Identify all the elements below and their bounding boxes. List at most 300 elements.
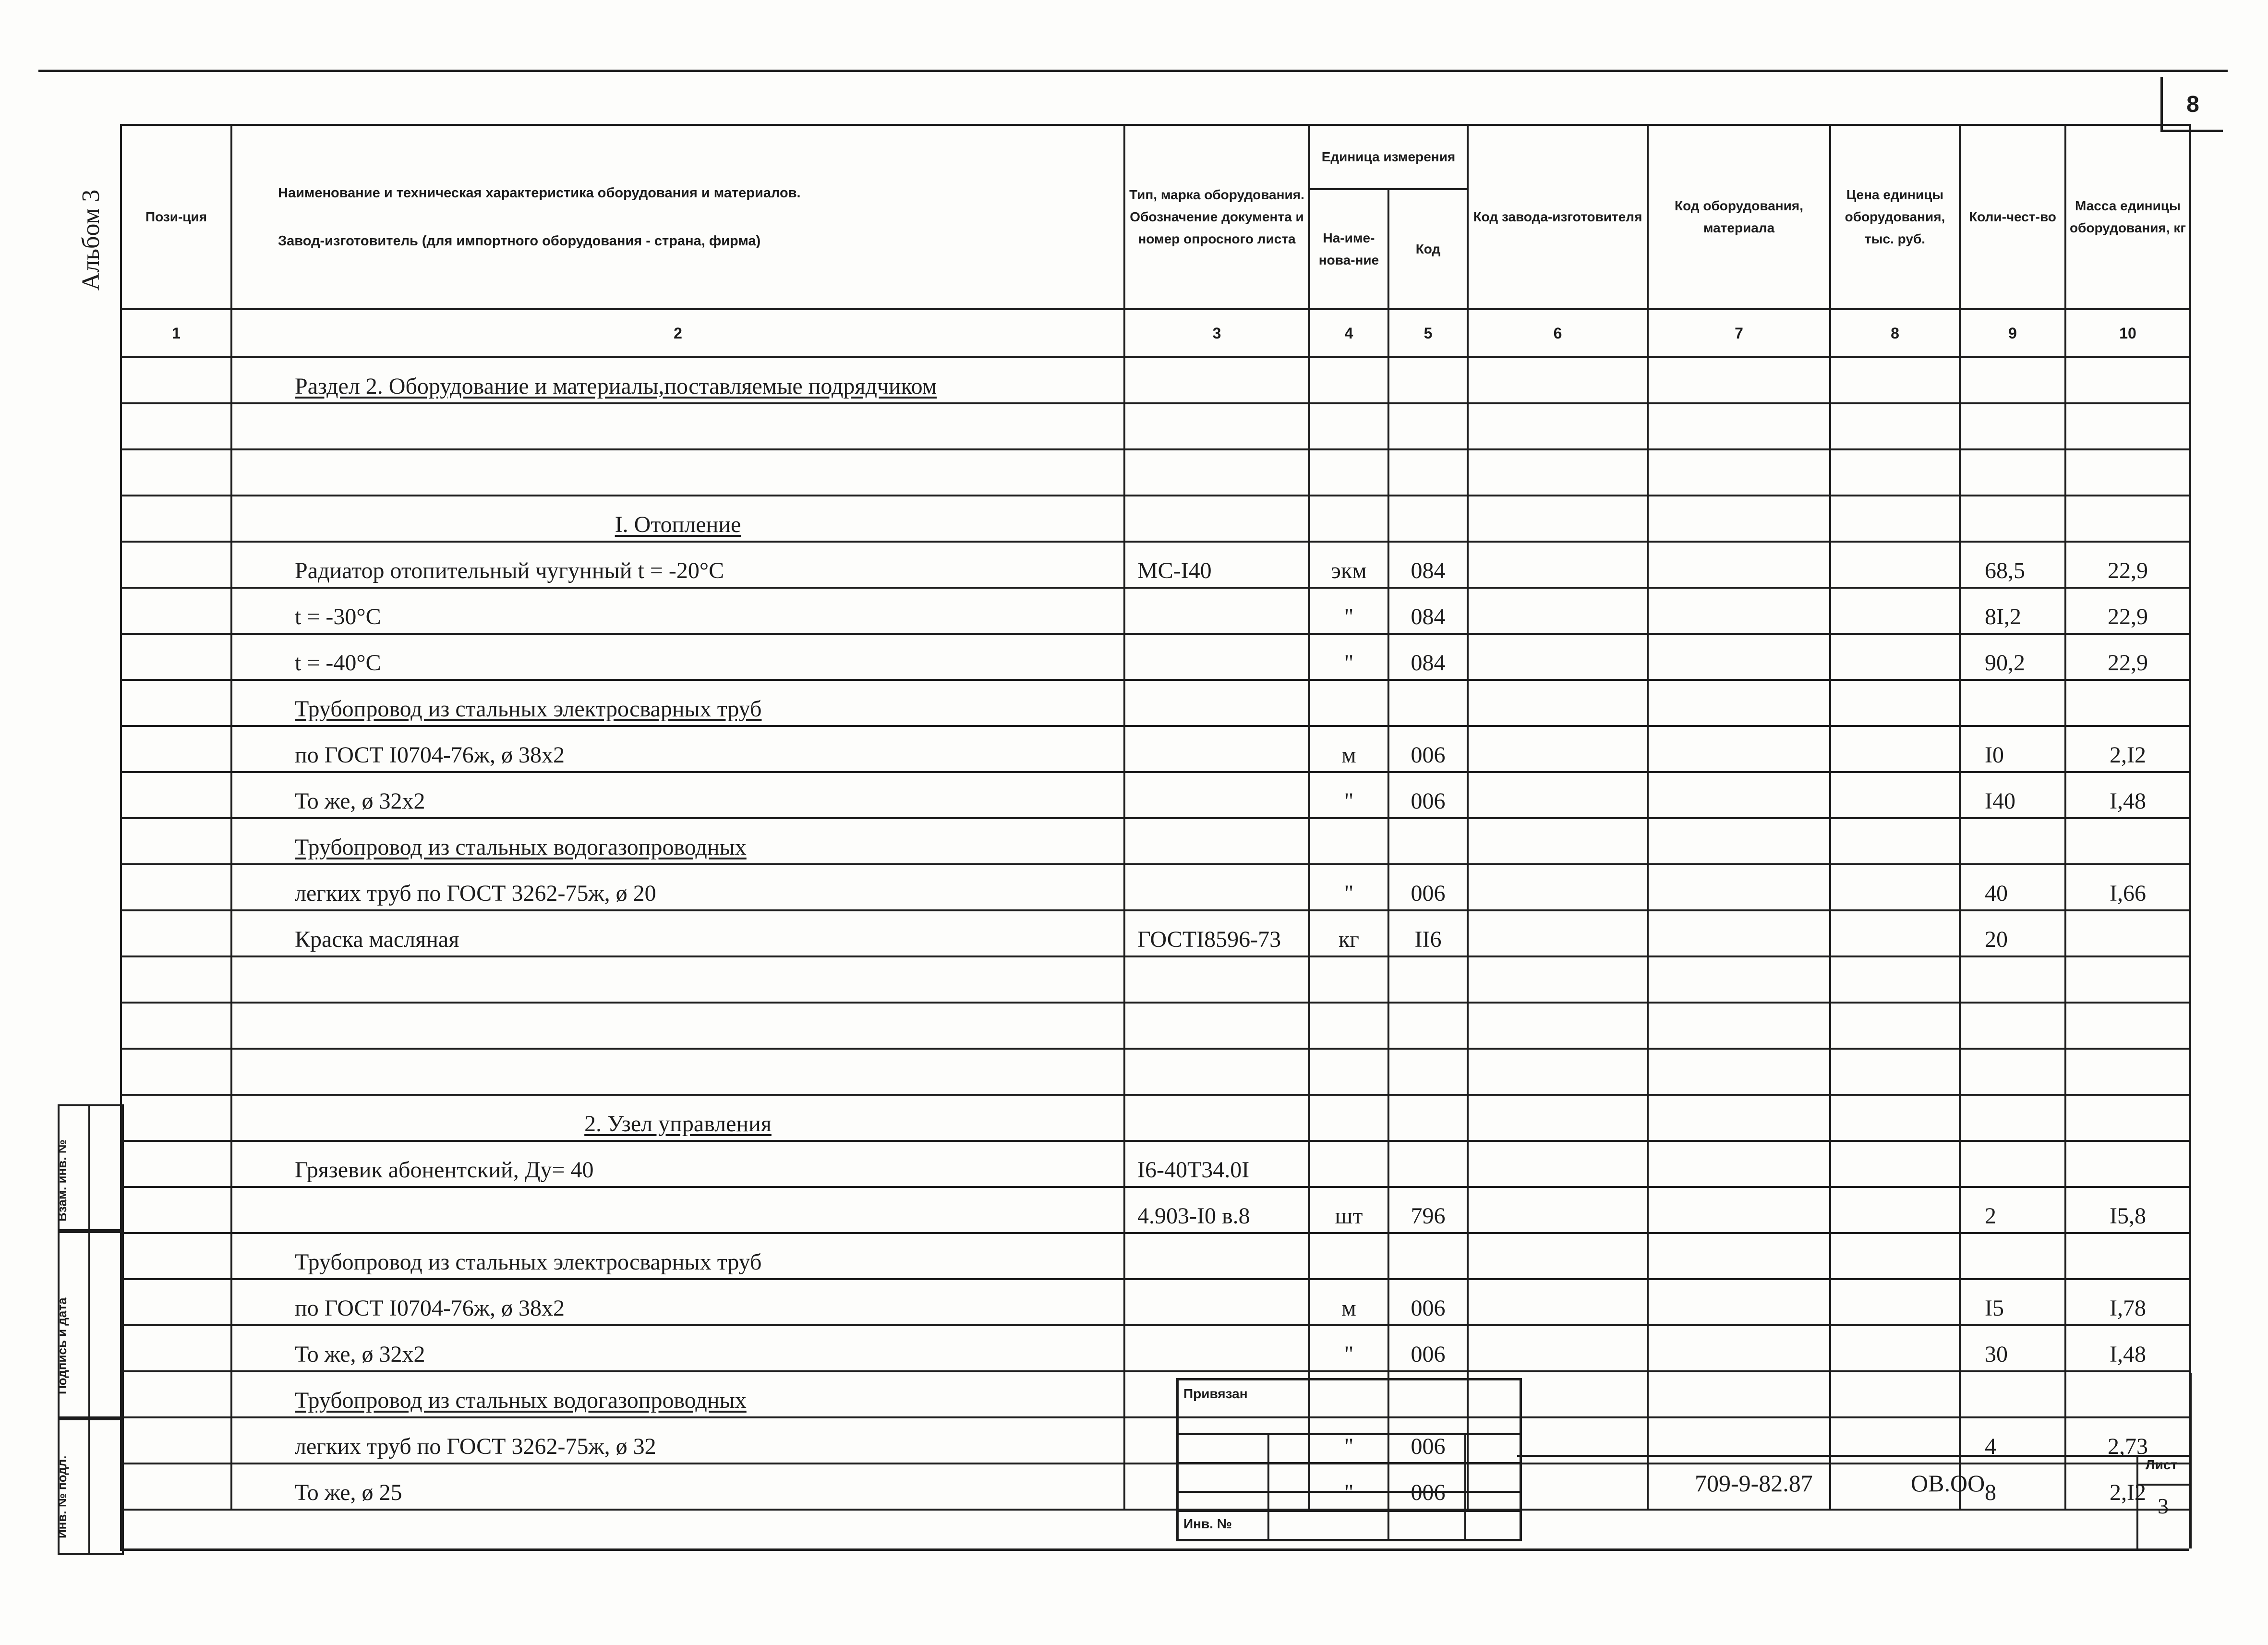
cell-price: [1830, 449, 1960, 496]
equipment-table: [120, 124, 2191, 1511]
cell-price: [1830, 1371, 1960, 1417]
cell-quantity: 2: [1960, 1187, 2065, 1233]
cell-unit: [1309, 1233, 1388, 1279]
cell-factory-code: [1468, 542, 1648, 588]
cell-unit-code: [1388, 1095, 1468, 1141]
cell-unit-code: [1388, 403, 1468, 449]
cell-name: [231, 588, 1124, 634]
cell-equipment-code: [1648, 1325, 1830, 1371]
cell-mass: [2065, 496, 2190, 542]
cell-type: [1124, 772, 1309, 818]
cell-position: [121, 772, 231, 818]
cell-mass: [2065, 680, 2190, 726]
cell-unit: [1309, 1141, 1388, 1187]
column-number: 3: [1124, 309, 1309, 357]
cell-position: [121, 680, 231, 726]
cell-quantity: [1960, 1095, 2065, 1141]
row-name-text: I. Отопление: [615, 512, 741, 537]
cell-price: [1830, 956, 1960, 1003]
album-label: Альбом 3: [77, 189, 105, 291]
cell-type: [1124, 634, 1309, 680]
cell-factory-code: [1468, 1187, 1648, 1233]
cell-equipment-code: [1648, 588, 1830, 634]
cell-mass: I5,8: [2065, 1187, 2190, 1233]
table-row: [121, 864, 2190, 910]
cell-price: [1830, 1049, 1960, 1095]
cell-type: [1124, 357, 1309, 403]
cell-position: [121, 1464, 231, 1510]
top-rule: [38, 70, 2228, 72]
cell-unit-code: 006: [1388, 1464, 1468, 1510]
cell-type: [1124, 680, 1309, 726]
cell-quantity: [1960, 449, 2065, 496]
column-number: 7: [1648, 309, 1830, 357]
column-number: 4: [1309, 309, 1388, 357]
table-row: [121, 1095, 2190, 1141]
header-type: Тип, марка оборудования. Обозначение документа и номер опросного листа: [1124, 125, 1309, 309]
cell-price: [1830, 1003, 1960, 1049]
cell-price: [1830, 634, 1960, 680]
cell-quantity: [1960, 956, 2065, 1003]
cell-mass: 2,I2: [2065, 1464, 2190, 1510]
cell-unit: м: [1309, 726, 1388, 772]
cell-quantity: [1960, 1141, 2065, 1187]
row-name-text: по ГОСТ I0704-76ж, ø 38x2: [295, 1295, 565, 1321]
row-name-text: Радиатор отопительный чугунный t = -20°C: [295, 558, 724, 583]
cell-name: [231, 542, 1124, 588]
cell-mass: [2065, 403, 2190, 449]
sheet-box: [2136, 1455, 2191, 1548]
cell-mass: [2065, 1233, 2190, 1279]
header-name-line1: Наименование и техническая характеристика оборудования и материалов.: [278, 185, 801, 201]
cell-factory-code: [1468, 634, 1648, 680]
cell-unit: экм: [1309, 542, 1388, 588]
cell-unit: шт: [1309, 1187, 1388, 1233]
cell-name: [231, 1371, 1124, 1417]
cell-unit: м: [1309, 1279, 1388, 1325]
table-row: [121, 1371, 2190, 1417]
cell-unit-code: 006: [1388, 726, 1468, 772]
cell-quantity: [1960, 680, 2065, 726]
cell-factory-code: [1468, 680, 1648, 726]
cell-name: [231, 1003, 1124, 1049]
cell-name: [231, 357, 1124, 403]
cell-equipment-code: [1648, 1003, 1830, 1049]
cell-price: [1830, 864, 1960, 910]
row-name-text: То же, ø 32x2: [295, 1342, 425, 1367]
cell-unit-code: [1388, 1233, 1468, 1279]
stamp-inv-podl-label: Инв. № подл.: [55, 1455, 69, 1538]
cell-position: [121, 1141, 231, 1187]
cell-name: [231, 1464, 1124, 1510]
cell-unit: [1309, 1049, 1388, 1095]
cell-equipment-code: [1648, 680, 1830, 726]
cell-position: [121, 1279, 231, 1325]
cell-unit: [1309, 680, 1388, 726]
cell-price: [1830, 403, 1960, 449]
row-name-text: Трубопровод из стальных водогазопроводных: [295, 835, 747, 860]
cell-quantity: [1960, 357, 2065, 403]
cell-name: [231, 680, 1124, 726]
table-row: [121, 1325, 2190, 1371]
cell-price: [1830, 1325, 1960, 1371]
cell-quantity: 4: [1960, 1417, 2065, 1464]
table-row: [121, 818, 2190, 864]
cell-factory-code: [1468, 1141, 1648, 1187]
column-number: 6: [1468, 309, 1648, 357]
cell-type: [1124, 864, 1309, 910]
cell-equipment-code: [1648, 634, 1830, 680]
cell-quantity: 8I,2: [1960, 588, 2065, 634]
table-row: [121, 910, 2190, 956]
cell-quantity: 90,2: [1960, 634, 2065, 680]
cell-quantity: [1960, 496, 2065, 542]
cell-factory-code: [1468, 1233, 1648, 1279]
cell-price: [1830, 726, 1960, 772]
table-row: [121, 680, 2190, 726]
cell-equipment-code: [1648, 403, 1830, 449]
cell-position: [121, 1417, 231, 1464]
cell-quantity: I5: [1960, 1279, 2065, 1325]
cell-position: [121, 1095, 231, 1141]
stamp-vzam-inv-label: Взам. инв. №: [55, 1139, 69, 1222]
table-row: [121, 634, 2190, 680]
frame-left: [120, 1373, 122, 1548]
cell-name: [231, 403, 1124, 449]
cell-equipment-code: [1648, 1187, 1830, 1233]
cell-type: 4.903-I0 в.8: [1124, 1187, 1309, 1233]
row-name-text: Трубопровод из стальных электросварных труб: [295, 696, 762, 722]
cell-unit-code: [1388, 1049, 1468, 1095]
table-row: [121, 1003, 2190, 1049]
stamp-vzam-inv: [55, 1104, 124, 1233]
cell-type: [1124, 588, 1309, 634]
cell-type: [1124, 1003, 1309, 1049]
cell-position: [121, 864, 231, 910]
cell-factory-code: [1468, 772, 1648, 818]
table-row: [121, 1464, 2190, 1510]
cell-type: [1124, 1325, 1309, 1371]
row-name-text: t = -40°C: [295, 650, 381, 676]
cell-unit-code: [1388, 680, 1468, 726]
cell-position: [121, 818, 231, 864]
cell-unit: ": [1309, 864, 1388, 910]
cell-name: [231, 910, 1124, 956]
cell-name: [231, 449, 1124, 496]
cell-position: [121, 1003, 231, 1049]
cell-unit-code: 084: [1388, 542, 1468, 588]
cell-equipment-code: [1648, 1049, 1830, 1095]
table-row: [121, 588, 2190, 634]
cell-price: [1830, 1141, 1960, 1187]
cell-price: [1830, 1187, 1960, 1233]
page-number: 8: [2186, 92, 2199, 117]
cell-quantity: I40: [1960, 772, 2065, 818]
cell-unit-code: 006: [1388, 1325, 1468, 1371]
cell-name: [231, 956, 1124, 1003]
cell-unit: ": [1309, 1325, 1388, 1371]
cell-price: [1830, 680, 1960, 726]
cell-position: [121, 542, 231, 588]
row-name-text: легких труб по ГОСТ 3262-75ж, ø 20: [295, 881, 656, 906]
cell-mass: [2065, 910, 2190, 956]
cell-quantity: 30: [1960, 1325, 2065, 1371]
cell-unit-code: 006: [1388, 1417, 1468, 1464]
cell-mass: I,48: [2065, 772, 2190, 818]
cell-unit: [1309, 449, 1388, 496]
cell-type: [1124, 1279, 1309, 1325]
cell-price: [1830, 1279, 1960, 1325]
cell-unit-code: [1388, 496, 1468, 542]
cell-name: [231, 1095, 1124, 1141]
cell-type: [1124, 726, 1309, 772]
row-name-text: легких труб по ГОСТ 3262-75ж, ø 32: [295, 1434, 656, 1459]
cell-unit-code: [1388, 449, 1468, 496]
cell-quantity: 68,5: [1960, 542, 2065, 588]
cell-factory-code: [1468, 403, 1648, 449]
header-name-line2: Завод-изготовитель (для импортного оборудования - страна, фирма): [278, 233, 761, 249]
cell-price: [1830, 496, 1960, 542]
cell-type: I6-40Т34.0I: [1124, 1141, 1309, 1187]
row-name-text: Трубопровод из стальных водогазопроводных: [295, 1388, 747, 1413]
cell-position: [121, 588, 231, 634]
cell-quantity: 40: [1960, 864, 2065, 910]
table-row: [121, 772, 2190, 818]
cell-factory-code: [1468, 956, 1648, 1003]
header-quantity: Коли-чест-во: [1960, 125, 2065, 309]
cell-unit-code: II6: [1388, 910, 1468, 956]
sheet-number: 3: [2158, 1494, 2169, 1518]
cell-unit-code: [1388, 1141, 1468, 1187]
cell-name: [231, 1279, 1124, 1325]
cell-factory-code: [1468, 588, 1648, 634]
cell-equipment-code: [1648, 542, 1830, 588]
document-code-suffix: ОВ.ОО: [1911, 1470, 1985, 1497]
cell-price: [1830, 1095, 1960, 1141]
stamp-signature-date-label: Подпись и дата: [55, 1297, 69, 1394]
cell-unit-code: [1388, 357, 1468, 403]
cell-type: [1124, 403, 1309, 449]
cell-unit: кг: [1309, 910, 1388, 956]
table-row: [121, 1141, 2190, 1187]
header-unit-code: Код: [1388, 189, 1468, 309]
row-name-text: по ГОСТ I0704-76ж, ø 38x2: [295, 742, 565, 768]
cell-type: [1124, 496, 1309, 542]
cell-name: [231, 1325, 1124, 1371]
cell-unit-code: 006: [1388, 864, 1468, 910]
cell-equipment-code: [1648, 726, 1830, 772]
table-row: [121, 496, 2190, 542]
column-number: 5: [1388, 309, 1468, 357]
binding-stamp: [1176, 1378, 1522, 1541]
cell-name: [231, 818, 1124, 864]
cell-price: [1830, 1233, 1960, 1279]
cell-mass: [2065, 818, 2190, 864]
cell-mass: 2,73: [2065, 1417, 2190, 1464]
row-name-text: Раздел 2. Оборудование и материалы,поставляемые подрядчиком: [295, 374, 937, 399]
cell-name: [231, 1233, 1124, 1279]
table-row: [121, 449, 2190, 496]
column-number: 8: [1830, 309, 1960, 357]
cell-mass: 22,9: [2065, 634, 2190, 680]
cell-mass: [2065, 1003, 2190, 1049]
cell-mass: 22,9: [2065, 542, 2190, 588]
document-code: 709-9-82.87: [1695, 1470, 1813, 1497]
stamp-inv-podl: [55, 1416, 124, 1555]
stamp-privyazan: Привязан: [1183, 1386, 1248, 1401]
column-number: 10: [2065, 309, 2190, 357]
cell-quantity: 20: [1960, 910, 2065, 956]
cell-quantity: [1960, 1049, 2065, 1095]
cell-factory-code: [1468, 449, 1648, 496]
header-equipment-code: Код оборудования, материала: [1648, 125, 1830, 309]
cell-position: [121, 1325, 231, 1371]
cell-unit: [1309, 496, 1388, 542]
cell-type: [1124, 1049, 1309, 1095]
cell-price: [1830, 910, 1960, 956]
cell-position: [121, 634, 231, 680]
table-row: [121, 1187, 2190, 1233]
cell-mass: 2,I2: [2065, 726, 2190, 772]
table-row: [121, 357, 2190, 403]
cell-position: [121, 910, 231, 956]
cell-unit: ": [1309, 1464, 1388, 1510]
cell-position: [121, 496, 231, 542]
table-row: [121, 1279, 2190, 1325]
header-unit-name: На-име-нова-ние: [1309, 189, 1388, 309]
cell-unit: [1309, 1095, 1388, 1141]
header-unit-group: Единица измерения: [1309, 125, 1468, 189]
cell-type: [1124, 1095, 1309, 1141]
cell-price: [1830, 542, 1960, 588]
cell-unit: ": [1309, 772, 1388, 818]
header-position: Пози-ция: [121, 125, 231, 309]
cell-unit-code: [1388, 818, 1468, 864]
cell-equipment-code: [1648, 449, 1830, 496]
cell-factory-code: [1468, 1049, 1648, 1095]
column-number: 9: [1960, 309, 2065, 357]
cell-factory-code: [1468, 1279, 1648, 1325]
cell-name: [231, 1049, 1124, 1095]
cell-unit-code: 006: [1388, 1279, 1468, 1325]
cell-quantity: [1960, 818, 2065, 864]
stamp-signature-date: [55, 1229, 124, 1420]
cell-position: [121, 1371, 231, 1417]
cell-unit-code: 796: [1388, 1187, 1468, 1233]
cell-equipment-code: [1648, 357, 1830, 403]
cell-mass: I,66: [2065, 864, 2190, 910]
cell-unit: ": [1309, 588, 1388, 634]
cell-equipment-code: [1648, 956, 1830, 1003]
cell-unit-code: 006: [1388, 772, 1468, 818]
cell-mass: [2065, 357, 2190, 403]
header-name: [231, 125, 1124, 309]
cell-equipment-code: [1648, 818, 1830, 864]
cell-unit: [1309, 357, 1388, 403]
cell-factory-code: [1468, 1003, 1648, 1049]
cell-type: [1124, 818, 1309, 864]
cell-equipment-code: [1648, 1371, 1830, 1417]
title-divider: [1517, 1455, 2189, 1457]
cell-unit: [1309, 403, 1388, 449]
cell-type: ГОСТI8596-73: [1124, 910, 1309, 956]
cell-name: [231, 772, 1124, 818]
cell-mass: [2065, 1049, 2190, 1095]
row-name-text: То же, ø 25: [295, 1480, 402, 1505]
cell-type: МС-I40: [1124, 542, 1309, 588]
cell-mass: [2065, 1095, 2190, 1141]
cell-name: [231, 1187, 1124, 1233]
cell-mass: [2065, 449, 2190, 496]
cell-position: [121, 1187, 231, 1233]
column-number: 1: [121, 309, 231, 357]
cell-unit: [1309, 1003, 1388, 1049]
cell-name: [231, 726, 1124, 772]
cell-price: [1830, 772, 1960, 818]
stamp-inv-no: Инв. №: [1183, 1516, 1232, 1531]
frame-bottom: [120, 1548, 2189, 1551]
cell-mass: 22,9: [2065, 588, 2190, 634]
cell-factory-code: [1468, 864, 1648, 910]
row-name-text: Трубопровод из стальных электросварных труб: [295, 1249, 762, 1275]
cell-name: [231, 634, 1124, 680]
cell-unit: [1309, 956, 1388, 1003]
sheet-label: Лист: [2146, 1457, 2178, 1472]
cell-equipment-code: [1648, 864, 1830, 910]
cell-position: [121, 449, 231, 496]
cell-quantity: [1960, 1233, 2065, 1279]
cell-unit-code: 084: [1388, 634, 1468, 680]
cell-unit: [1309, 818, 1388, 864]
cell-position: [121, 726, 231, 772]
cell-type: [1124, 449, 1309, 496]
table-row: [121, 542, 2190, 588]
cell-unit-code: [1388, 1003, 1468, 1049]
cell-position: [121, 1233, 231, 1279]
cell-factory-code: [1468, 726, 1648, 772]
cell-quantity: [1960, 1371, 2065, 1417]
cell-mass: [2065, 1371, 2190, 1417]
row-name-text: Краска масляная: [295, 927, 459, 952]
table-row: [121, 956, 2190, 1003]
row-name-text: То же, ø 32x2: [295, 788, 425, 814]
cell-equipment-code: [1648, 1141, 1830, 1187]
cell-name: [231, 1141, 1124, 1187]
cell-price: [1830, 588, 1960, 634]
cell-position: [121, 1049, 231, 1095]
cell-quantity: I0: [1960, 726, 2065, 772]
cell-mass: I,78: [2065, 1279, 2190, 1325]
cell-price: [1830, 357, 1960, 403]
cell-position: [121, 357, 231, 403]
cell-equipment-code: [1648, 910, 1830, 956]
cell-unit-code: 084: [1388, 588, 1468, 634]
column-number: 2: [231, 309, 1124, 357]
cell-equipment-code: [1648, 1233, 1830, 1279]
cell-unit: ": [1309, 1417, 1388, 1464]
cell-mass: [2065, 956, 2190, 1003]
cell-factory-code: [1468, 818, 1648, 864]
table-row: [121, 1049, 2190, 1095]
table-row: [121, 403, 2190, 449]
row-name-text: 2. Узел управления: [584, 1111, 772, 1137]
cell-mass: [2065, 1141, 2190, 1187]
cell-equipment-code: [1648, 496, 1830, 542]
cell-type: [1124, 956, 1309, 1003]
cell-quantity: [1960, 1003, 2065, 1049]
cell-quantity: 8: [1960, 1464, 2065, 1510]
table-row: [121, 1233, 2190, 1279]
